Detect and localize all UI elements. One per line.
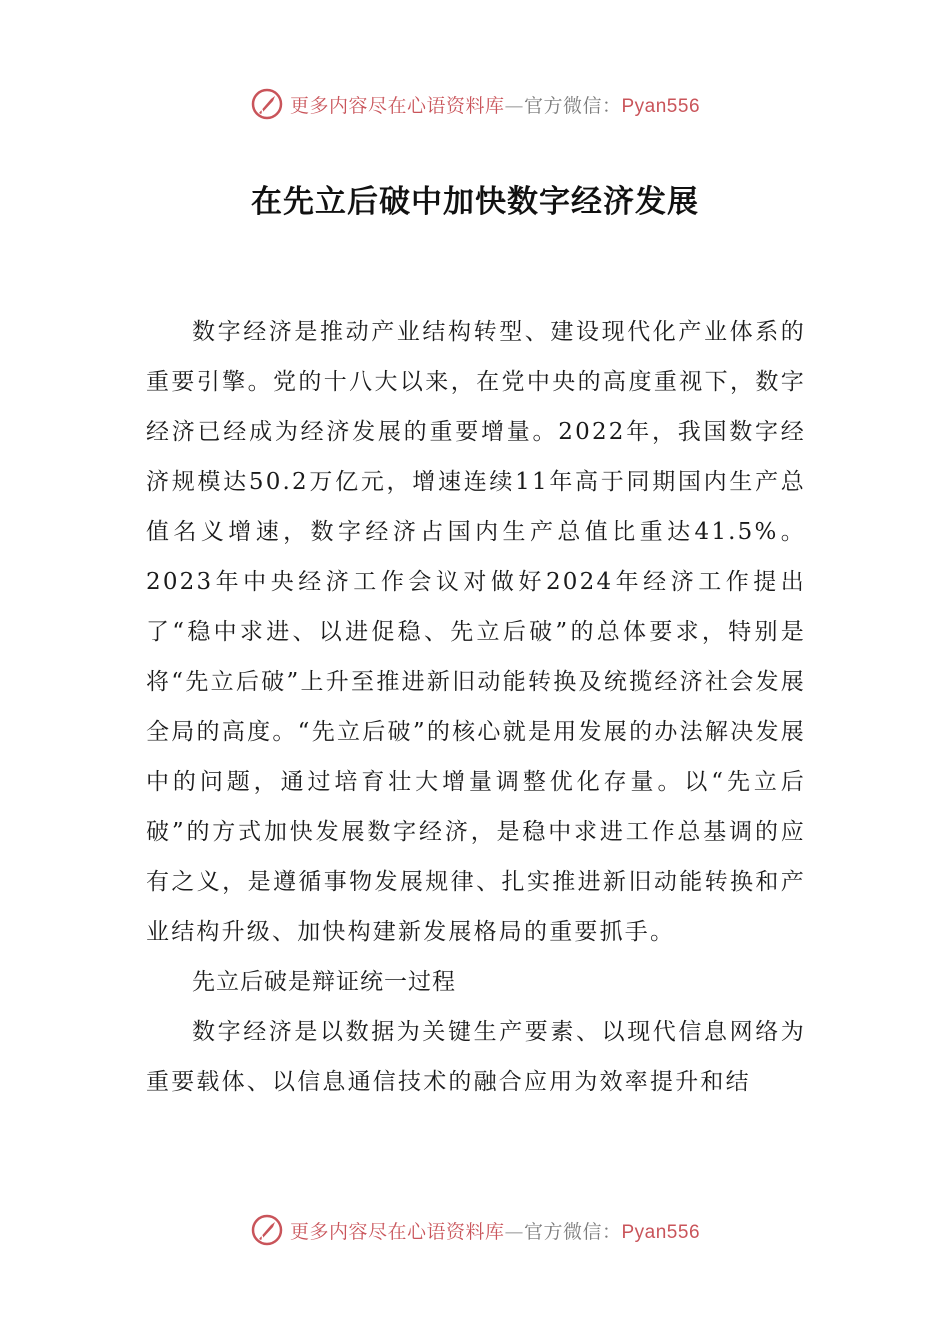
watermark-official-label: 官方微信： [523, 94, 622, 117]
watermark-official-label: 官方微信： [523, 1220, 622, 1243]
document-body [146, 307, 806, 1107]
watermark-text [290, 91, 700, 118]
watermark-wechat-id: Pyan556 [621, 1221, 701, 1243]
footer-watermark [0, 1210, 950, 1250]
body-paragraph: 数字经济是推动产业结构转型、建设现代化产业体系的重要引擎。党的十八大以来，在党中央的高度重视下，数字经济已经成为经济发展的重要增量。2022年，我国数字经济规模达50.2万亿元，增速连续11年高于同期国内生产总值名义增速，数字经济占国内生产总值比重达41.5%。2023年中央经济工作会议对做好2024年经济工作提出了“稳中求进、以进促稳、先立后破”的总体要求，特别是将“先立后破”上升至推进新旧动能转换及统揽经济社会发展全局的高度。“先立后破”的核心就是用发展的办法解决发展中的问题，通过培育壮大增量调整优化存量。以“先立后破”的方式加快发展数字经济，是稳中求进工作总基调的应有之义，是遵循事物发展规律、扎实推进新旧动能转换和产业结构升级、加快构建新发展格局的重要抓手。 [146, 319, 806, 945]
header-watermark [0, 84, 950, 124]
watermark-separator: — [504, 94, 524, 117]
body-paragraph: 数字经济是以数据为关键生产要素、以现代信息网络为重要载体、以信息通信技术的融合应用为效率提升和结 [146, 1019, 806, 1095]
watermark-wechat-id: Pyan556 [621, 95, 701, 117]
section-heading: 先立后破是辩证统一过程 [192, 969, 456, 995]
watermark-separator: — [504, 1220, 524, 1243]
pen-nib-logo-icon [250, 1213, 284, 1247]
watermark-site-text: 更多内容尽在心语资料库 [289, 1220, 505, 1243]
document-title: 在先立后破中加快数字经济发展 [251, 184, 699, 220]
watermark-site-text: 更多内容尽在心语资料库 [289, 94, 505, 117]
watermark-text [290, 1217, 700, 1244]
pen-nib-logo-icon [250, 87, 284, 121]
